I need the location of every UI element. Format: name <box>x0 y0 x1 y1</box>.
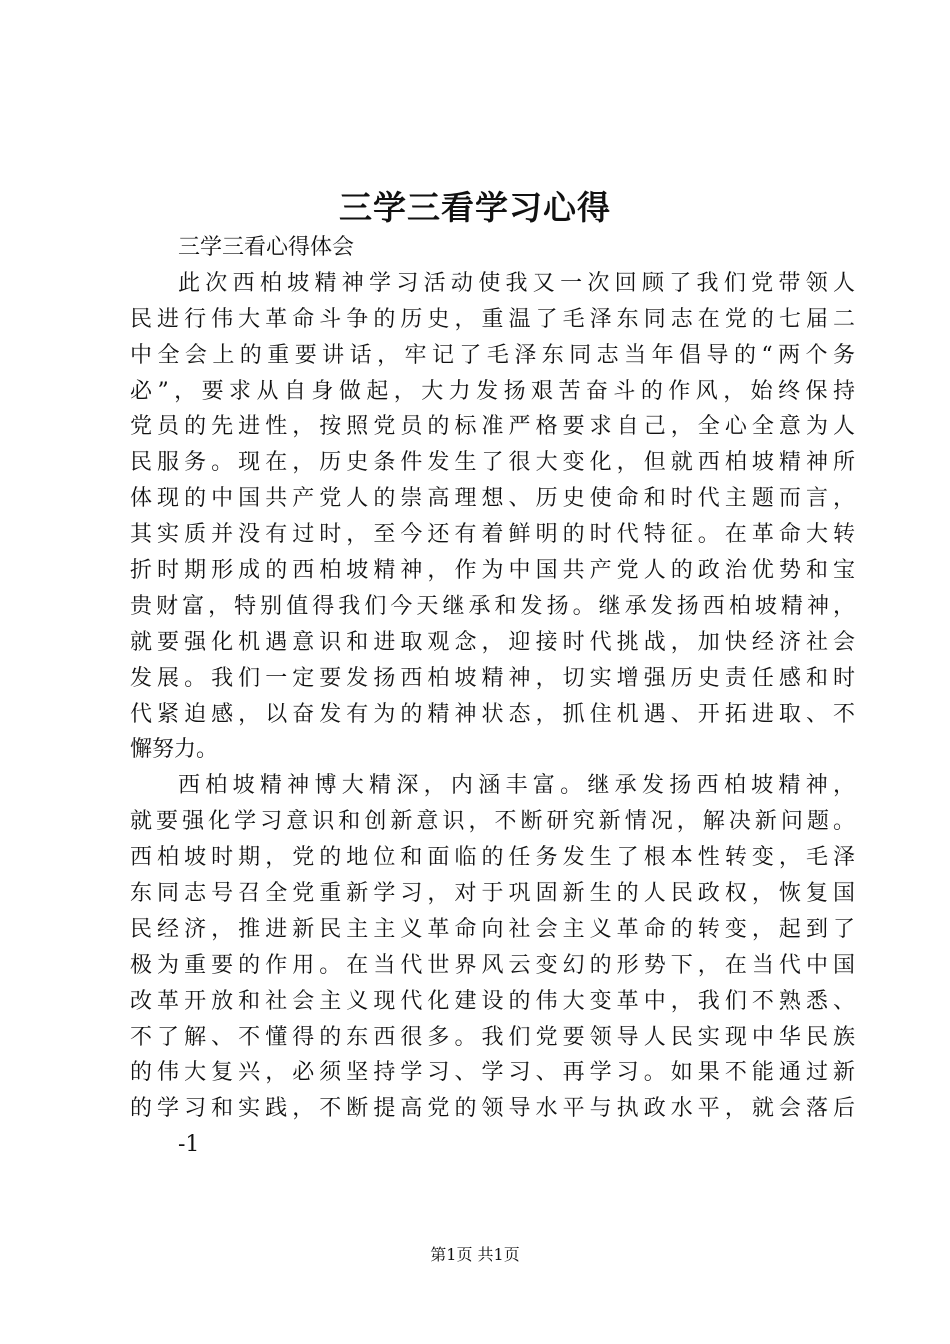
page-number-mark: -1 <box>178 1132 200 1158</box>
paragraph-line: 的学习和实践，不断提高党的领导水平与执政水平，就会落后 <box>130 1096 855 1122</box>
paragraph-line: 其实质并没有过时，至今还有着鲜明的时代特征。在革命大转 <box>130 522 855 548</box>
document-title: 三学三看学习心得 <box>339 188 611 227</box>
paragraph-line: 代紧迫感，以奋发有为的精神状态，抓住机遇、开拓进取、不 <box>130 701 855 727</box>
paragraph-line: 极为重要的作用。在当代世界风云变幻的形势下，在当代中国 <box>130 952 855 978</box>
document-body <box>130 230 855 1163</box>
paragraph-line: 体现的中国共产党人的崇高理想、历史使命和时代主题而言， <box>130 486 855 512</box>
paragraph-line: 不了解、不懂得的东西很多。我们党要领导人民实现中华民族 <box>130 1024 855 1050</box>
paragraph-line: 懈努力。 <box>130 737 219 763</box>
paragraph-line: 必”，要求从自身做起，大力发扬艰苦奋斗的作风，始终保持 <box>130 378 855 404</box>
paragraph-line: 就要强化学习意识和创新意识，不断研究新情况，解决新问题。 <box>130 809 855 835</box>
paragraph-line: 民服务。现在，历史条件发生了很大变化，但就西柏坡精神所 <box>130 450 855 476</box>
paragraph-line: 东同志号召全党重新学习，对于巩固新生的人民政权，恢复国 <box>130 881 855 907</box>
paragraph-line: 贵财富，特别值得我们今天继承和发扬。继承发扬西柏坡精神， <box>130 593 855 619</box>
paragraph-line: 改革开放和社会主义现代化建设的伟大变革中，我们不熟悉、 <box>130 988 855 1014</box>
paragraph-line: 就要强化机遇意识和进取观念，迎接时代挑战，加快经济社会 <box>130 629 855 655</box>
page-footer: 第1页 共1页 <box>430 1245 520 1264</box>
paragraph-line: 发展。我们一定要发扬西柏坡精神，切实增强历史责任感和时 <box>130 665 855 691</box>
paragraph-line: 此次西柏坡精神学习活动使我又一次回顾了我们党带领人 <box>178 270 855 296</box>
subtitle-line: 三学三看心得体会 <box>178 235 355 260</box>
paragraph-line: 西柏坡精神博大精深，内涵丰富。继承发扬西柏坡精神， <box>178 773 855 799</box>
paragraph-line: 民经济，推进新民主主义革命向社会主义革命的转变，起到了 <box>130 916 855 942</box>
paragraph-line: 的伟大复兴，必须坚持学习、学习、再学习。如果不能通过新 <box>130 1060 855 1086</box>
paragraph-line: 民进行伟大革命斗争的历史，重温了毛泽东同志在党的七届二 <box>130 306 855 332</box>
paragraph-line: 西柏坡时期，党的地位和面临的任务发生了根本性转变，毛泽 <box>130 845 855 871</box>
paragraph-line: 折时期形成的西柏坡精神，作为中国共产党人的政治优势和宝 <box>130 558 855 584</box>
paragraph-line: 中全会上的重要讲话，牢记了毛泽东同志当年倡导的“两个务 <box>130 342 855 368</box>
paragraph-line: 党员的先进性，按照党员的标准严格要求自己，全心全意为人 <box>130 414 855 440</box>
